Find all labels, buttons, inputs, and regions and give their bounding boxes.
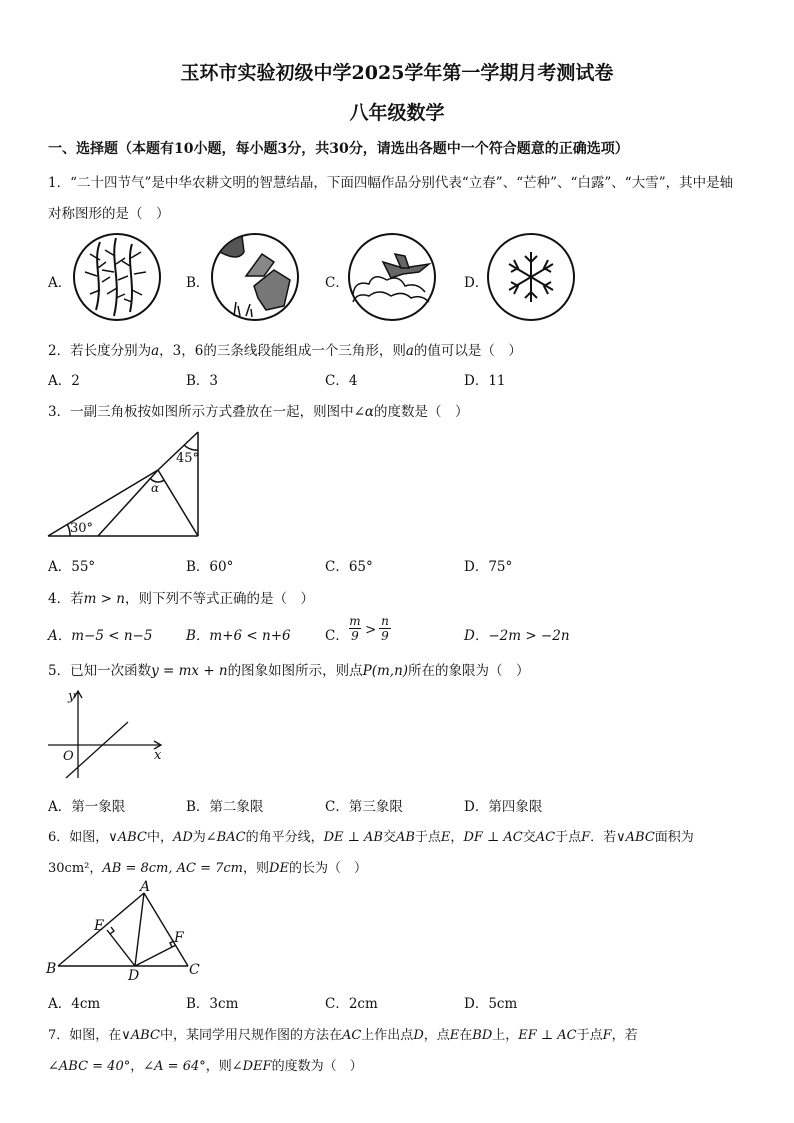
q7-stem-line2: ∠ABC = 40°，∠A = 64°，则∠DEF的度数为（ ） bbox=[48, 1059, 363, 1074]
q6-option-d[interactable]: D．5cm bbox=[464, 996, 518, 1012]
q3-angle-45-label: 45° bbox=[176, 451, 200, 466]
q6-label-c: C bbox=[189, 962, 200, 978]
q5-graph bbox=[44, 686, 174, 782]
page-title: 玉环市实验初级中学2025学年第一学期月考测试卷 bbox=[180, 62, 614, 84]
q3-figure bbox=[44, 428, 204, 540]
q1-stem-line1: 1．“二十四节气”是中华农耕文明的智慧结晶，下面四幅作品分别代表“立春”、“芒种”、“白露”、“大雪”，其中是轴 bbox=[48, 175, 734, 191]
q2-option-d[interactable]: D．11 bbox=[464, 373, 506, 389]
q1-option-c-label: C． bbox=[325, 275, 349, 291]
q2-stem: 2．若长度分别为a，3，6的三条线段能组成一个三角形，则a的值可以是（ ） bbox=[48, 343, 522, 359]
page-subtitle: 八年级数学 bbox=[349, 102, 445, 124]
q6-label-d: D bbox=[128, 968, 140, 982]
q6-label-a: A bbox=[140, 879, 151, 895]
q1-mangzhong-image bbox=[208, 232, 302, 322]
q3-alpha-label: α bbox=[151, 481, 160, 495]
q4-stem: 4．若m > n，则下列不等式正确的是（ ） bbox=[48, 591, 314, 607]
q6-label-e: E bbox=[94, 918, 105, 934]
q5-option-a[interactable]: A．第一象限 bbox=[48, 799, 126, 815]
q6-option-b[interactable]: B．3cm bbox=[186, 996, 239, 1012]
q5-stem: 5．已知一次函数y = mx + n的图象如图所示，则点P(m,n)所在的象限为（ ） bbox=[48, 663, 530, 679]
q6-label-b: B bbox=[46, 961, 57, 977]
q6-option-c[interactable]: C．2cm bbox=[325, 996, 378, 1012]
section-heading: 一、选择题（本题有10小题，每小题3分，共30分，请选出各题中一个符合题意的正确选项） bbox=[48, 141, 629, 157]
q3-option-a[interactable]: A．55° bbox=[48, 559, 96, 575]
q6-stem-line1: 6．如图，∨ABC中，AD为∠BAC的角平分线，DE ⊥ AB交AB于点E，DF ⊥ AC交AC于点F．若∨ABC面积为 bbox=[48, 830, 694, 845]
q4-option-d[interactable]: D．−2m > −2n bbox=[464, 628, 570, 644]
q6-stem-line2: 30cm²，AB = 8cm, AC = 7cm，则DE的长为（ ） bbox=[48, 861, 367, 876]
q1-bailu-image bbox=[345, 232, 439, 322]
q3-option-b[interactable]: B．60° bbox=[186, 559, 234, 575]
q4-option-a[interactable]: A．m−5 < n−5 bbox=[48, 628, 153, 644]
q4-option-b[interactable]: B．m+6 < n+6 bbox=[186, 628, 291, 644]
q6-figure bbox=[44, 878, 214, 982]
q1-option-d-label: D． bbox=[464, 275, 489, 291]
q7-stem-line1: 7．如图，在∨ABC中，某同学用尺规作图的方法在AC上作出点D，点E在BD上，EF ⊥ AC于点F，若 bbox=[48, 1028, 638, 1043]
q1-option-a-label: A． bbox=[48, 275, 72, 291]
q5-x-axis-label: x bbox=[154, 748, 162, 763]
q3-angle-30-label: 30° bbox=[70, 521, 94, 536]
q2-option-b[interactable]: B．3 bbox=[186, 373, 219, 389]
q5-option-b[interactable]: B．第二象限 bbox=[186, 799, 264, 815]
q3-stem: 3．一副三角板按如图所示方式叠放在一起，则图中∠α的度数是（ ） bbox=[48, 404, 469, 420]
q1-lichun-image bbox=[70, 232, 164, 322]
q1-daxue-image bbox=[484, 232, 578, 322]
q5-y-axis-label: y bbox=[68, 689, 76, 704]
q6-label-f: F bbox=[174, 930, 184, 946]
q3-option-d[interactable]: D．75° bbox=[464, 559, 513, 575]
q5-origin-label: O bbox=[63, 749, 74, 764]
q1-option-b-label: B． bbox=[186, 275, 210, 291]
q2-option-a[interactable]: A．2 bbox=[48, 373, 80, 389]
q5-option-c[interactable]: C．第三象限 bbox=[325, 799, 403, 815]
q6-option-a[interactable]: A．4cm bbox=[48, 996, 101, 1012]
q3-option-c[interactable]: C．65° bbox=[325, 559, 373, 575]
q1-stem-line2: 对称图形的是（ ） bbox=[48, 206, 170, 222]
q2-option-c[interactable]: C．4 bbox=[325, 373, 358, 389]
q5-option-d[interactable]: D．第四象限 bbox=[464, 799, 543, 815]
